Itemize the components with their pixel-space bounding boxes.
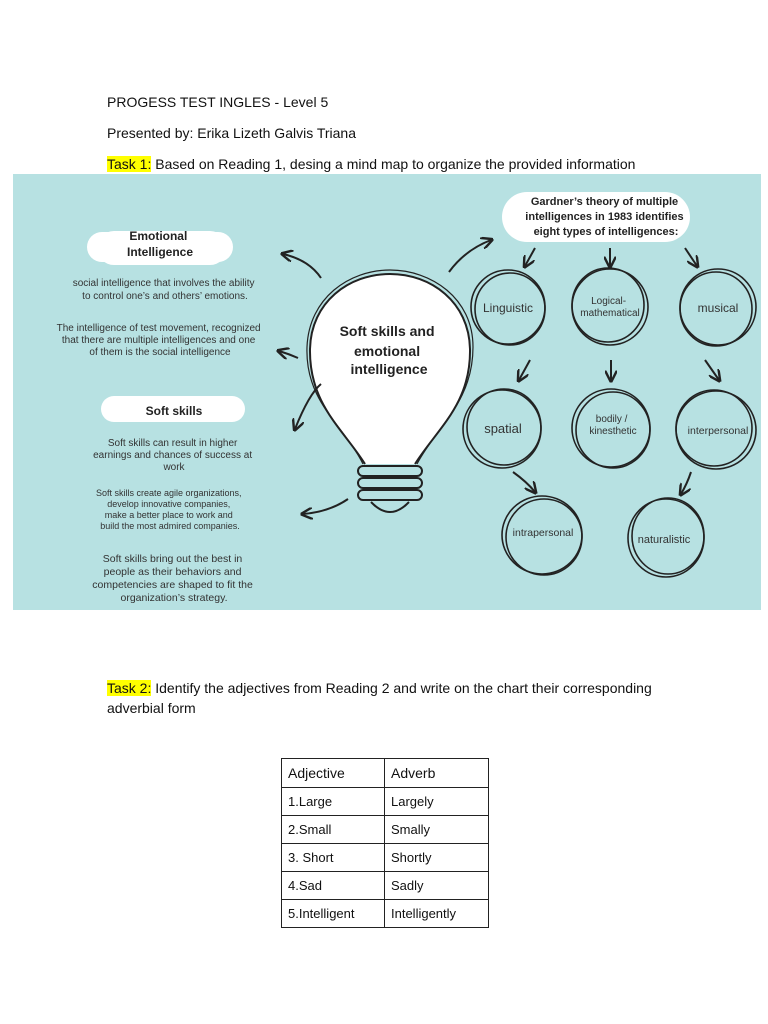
svg-text:musical: musical xyxy=(697,301,739,315)
svg-text:naturalistic: naturalistic xyxy=(637,534,691,546)
emotional-title-line-2: Intelligence xyxy=(126,245,194,259)
svg-text:Soft skills can result in high: Soft skills can result in higher earnings and chances of success at work xyxy=(93,438,253,473)
svg-text:Linguistic: Linguistic xyxy=(482,301,534,315)
table-row: 5.Intelligent Intelligently xyxy=(282,900,489,928)
adjective-adverb-table xyxy=(281,758,489,928)
center-line-3: intelligence xyxy=(350,361,428,377)
mind-map-image xyxy=(13,174,761,610)
svg-text:intrapersonal: intrapersonal xyxy=(512,527,574,539)
emotional-title-line-1: Emotional xyxy=(129,229,188,243)
table-row: 1.Large Largely xyxy=(282,788,489,816)
task2-instruction-line2: adverbial form xyxy=(107,700,196,716)
table-header-row xyxy=(282,759,489,788)
header-adjective: Adjective xyxy=(282,759,385,788)
svg-text:Soft skills and emotiona xyxy=(340,323,439,377)
soft-skills-title: Soft skills xyxy=(145,404,203,418)
document-title: PROGESS TEST INGLES - Level 5 xyxy=(107,94,329,110)
header-adverb: Adverb xyxy=(385,759,489,788)
svg-text:interpersonal: interpersonal xyxy=(687,425,749,437)
svg-text:social intelligence that invol: social intelligence that involves the ability to control one’s and others’ emotions. xyxy=(72,278,255,302)
svg-text:bodily / kinesthetic: bodily / kinesthetic xyxy=(589,414,637,437)
circle-logical xyxy=(572,269,648,345)
task2-instruction xyxy=(107,679,652,697)
svg-text:Logical- mathematical: Logical- mathematical xyxy=(580,296,640,319)
svg-text:Soft skills bring out the best: Soft skills bring out the best in people as their behaviors and competencies are shaped to fit the organization’s strategy. xyxy=(92,553,253,604)
svg-text:Soft skills create agile organ: Soft skills create agile organizations, develop innovative companies, make a better place to work and build the most admired companies. xyxy=(95,488,242,531)
task1-instruction xyxy=(107,155,635,173)
task1-text: Based on Reading 1, desing a mind map to organize the provided information xyxy=(151,156,636,172)
presented-by: Presented by: Erika Lizeth Galvis Triana xyxy=(107,125,357,141)
table-row: 2.Small Smally xyxy=(282,816,489,844)
task1-label: Task 1: xyxy=(107,156,152,172)
svg-text:spatial: spatial xyxy=(484,421,522,436)
center-line-1: Soft skills and xyxy=(339,323,435,339)
svg-text:Gardner’s theory of multiple: Gardner’s theory of multiple intelligences in 1983 identifies eight types of intelligences: xyxy=(525,196,684,238)
lightbulb-icon xyxy=(307,270,473,512)
center-line-2: emotional xyxy=(353,343,421,359)
table-row: 4.Sad Sadly xyxy=(282,872,489,900)
task2-text: Identify the adjectives from Reading 2 and write on the chart their corresponding xyxy=(151,680,652,696)
svg-text:The intelligence of test movem: The intelligence of test movement, recognized that there are multiple intelligences and one of them is the social intelligence xyxy=(56,323,261,358)
table-row: 3. Short Shortly xyxy=(282,844,489,872)
task2-label: Task 2: xyxy=(107,680,152,696)
